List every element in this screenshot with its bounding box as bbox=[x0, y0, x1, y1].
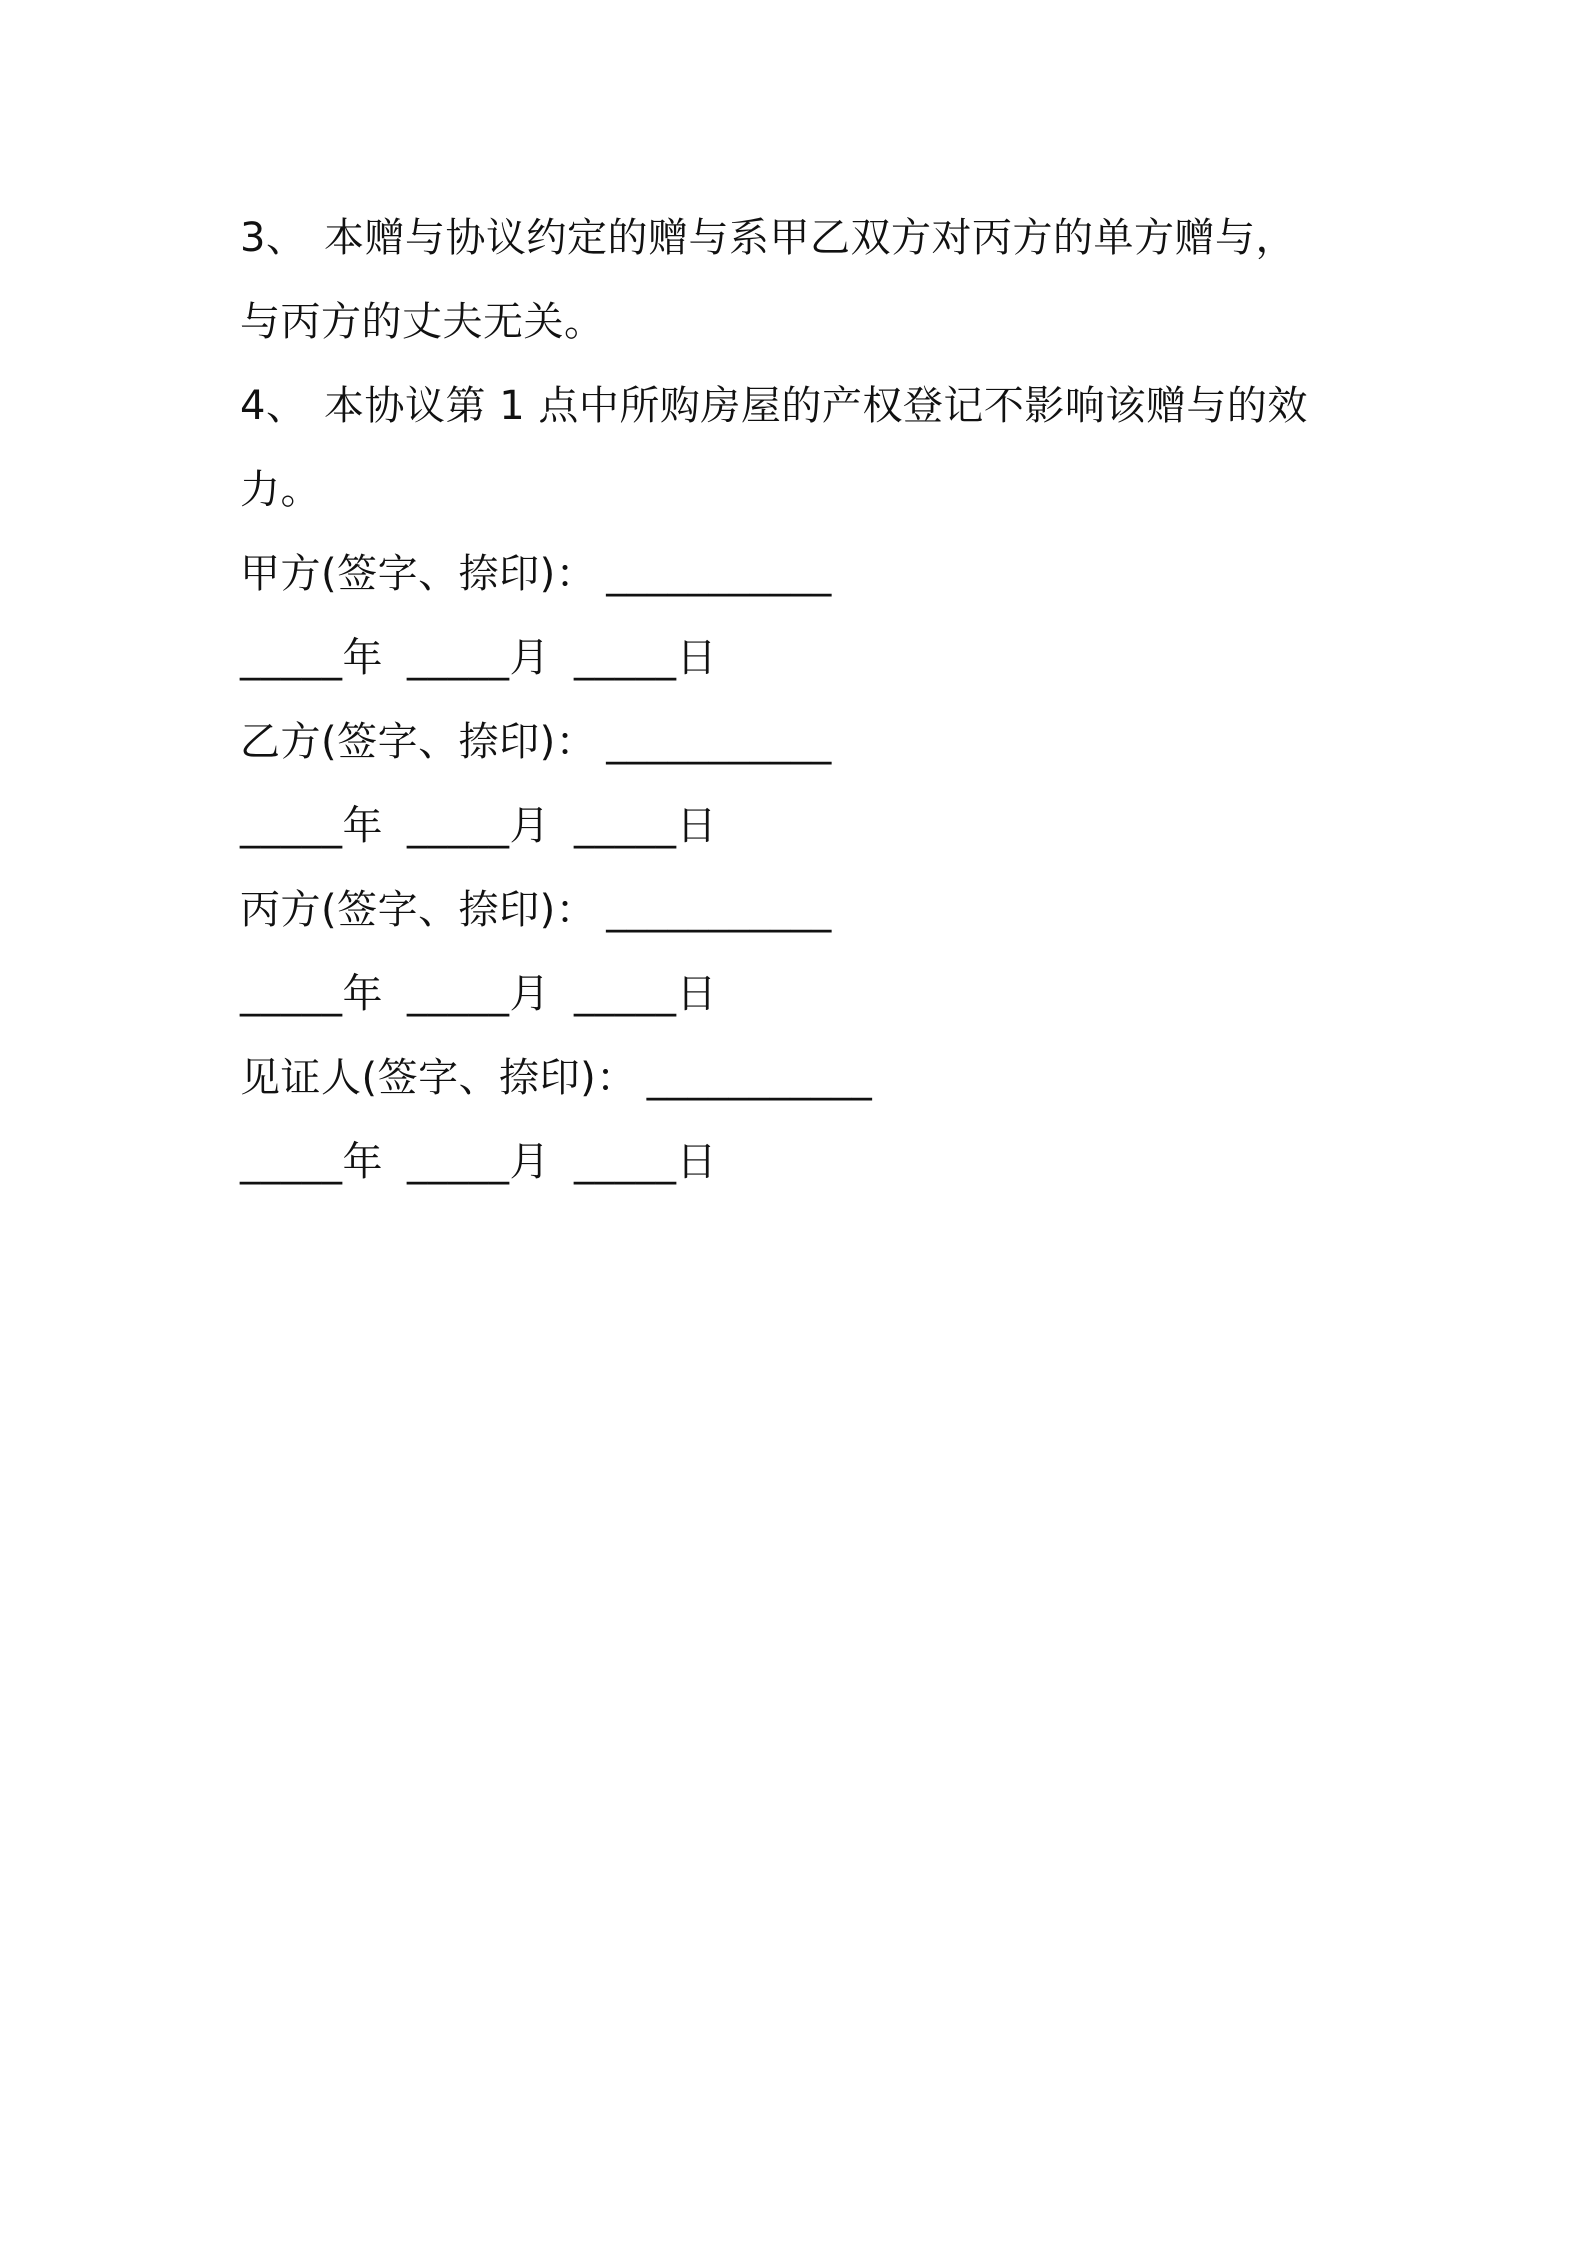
month-label: 月 bbox=[509, 635, 550, 681]
signature-line-party-b bbox=[240, 700, 1350, 784]
day-label: 日 bbox=[676, 803, 717, 849]
signature-label: 乙方(签字、捺印)： bbox=[240, 719, 597, 765]
day-blank: _____ bbox=[574, 971, 677, 1017]
signature-line-party-c bbox=[240, 868, 1350, 952]
month-label: 月 bbox=[509, 1139, 550, 1185]
date-line-party-b bbox=[240, 784, 1350, 868]
clause-text: 本协议第 1 点中所购房屋的产权登记不影响该赠与的效 bbox=[324, 383, 1308, 429]
clause-text: 力。 bbox=[240, 467, 321, 513]
clause-number: 3、 bbox=[240, 215, 307, 261]
signature-blank: ___________ bbox=[606, 551, 832, 597]
clause-4-line-2 bbox=[240, 448, 1350, 532]
clause-number: 4、 bbox=[240, 383, 307, 429]
date-line-witness bbox=[240, 1120, 1350, 1204]
month-blank: _____ bbox=[407, 971, 510, 1017]
signature-blank: ___________ bbox=[606, 887, 832, 933]
month-blank: _____ bbox=[407, 635, 510, 681]
day-blank: _____ bbox=[574, 635, 677, 681]
month-label: 月 bbox=[509, 803, 550, 849]
clause-3-line-2 bbox=[240, 280, 1350, 364]
clause-3-line-1 bbox=[240, 196, 1350, 280]
signature-line-witness bbox=[240, 1036, 1350, 1120]
month-label: 月 bbox=[509, 971, 550, 1017]
day-blank: _____ bbox=[574, 803, 677, 849]
day-blank: _____ bbox=[574, 1139, 677, 1185]
year-label: 年 bbox=[342, 635, 383, 681]
year-blank: _____ bbox=[240, 803, 343, 849]
signature-label: 甲方(签字、捺印)： bbox=[240, 551, 597, 597]
date-line-party-c bbox=[240, 952, 1350, 1036]
year-label: 年 bbox=[342, 1139, 383, 1185]
clause-text: 本赠与协议约定的赠与系甲乙双方对丙方的单方赠与， bbox=[324, 215, 1296, 261]
year-blank: _____ bbox=[240, 635, 343, 681]
day-label: 日 bbox=[676, 1139, 717, 1185]
clause-text: 与丙方的丈夫无关。 bbox=[240, 299, 605, 345]
signature-blank: ___________ bbox=[646, 1055, 873, 1101]
year-label: 年 bbox=[342, 971, 383, 1017]
day-label: 日 bbox=[676, 635, 717, 681]
year-label: 年 bbox=[342, 803, 383, 849]
signature-label: 丙方(签字、捺印)： bbox=[240, 887, 597, 933]
day-label: 日 bbox=[676, 971, 717, 1017]
year-blank: _____ bbox=[240, 1139, 343, 1185]
signature-label: 见证人(签字、捺印)： bbox=[240, 1055, 637, 1101]
month-blank: _____ bbox=[407, 803, 510, 849]
clause-4-line-1 bbox=[240, 364, 1350, 448]
signature-line-party-a bbox=[240, 532, 1350, 616]
month-blank: _____ bbox=[407, 1139, 510, 1185]
year-blank: _____ bbox=[240, 971, 343, 1017]
signature-blank: ___________ bbox=[606, 719, 832, 765]
date-line-party-a bbox=[240, 616, 1350, 700]
document-body bbox=[240, 196, 1350, 1204]
